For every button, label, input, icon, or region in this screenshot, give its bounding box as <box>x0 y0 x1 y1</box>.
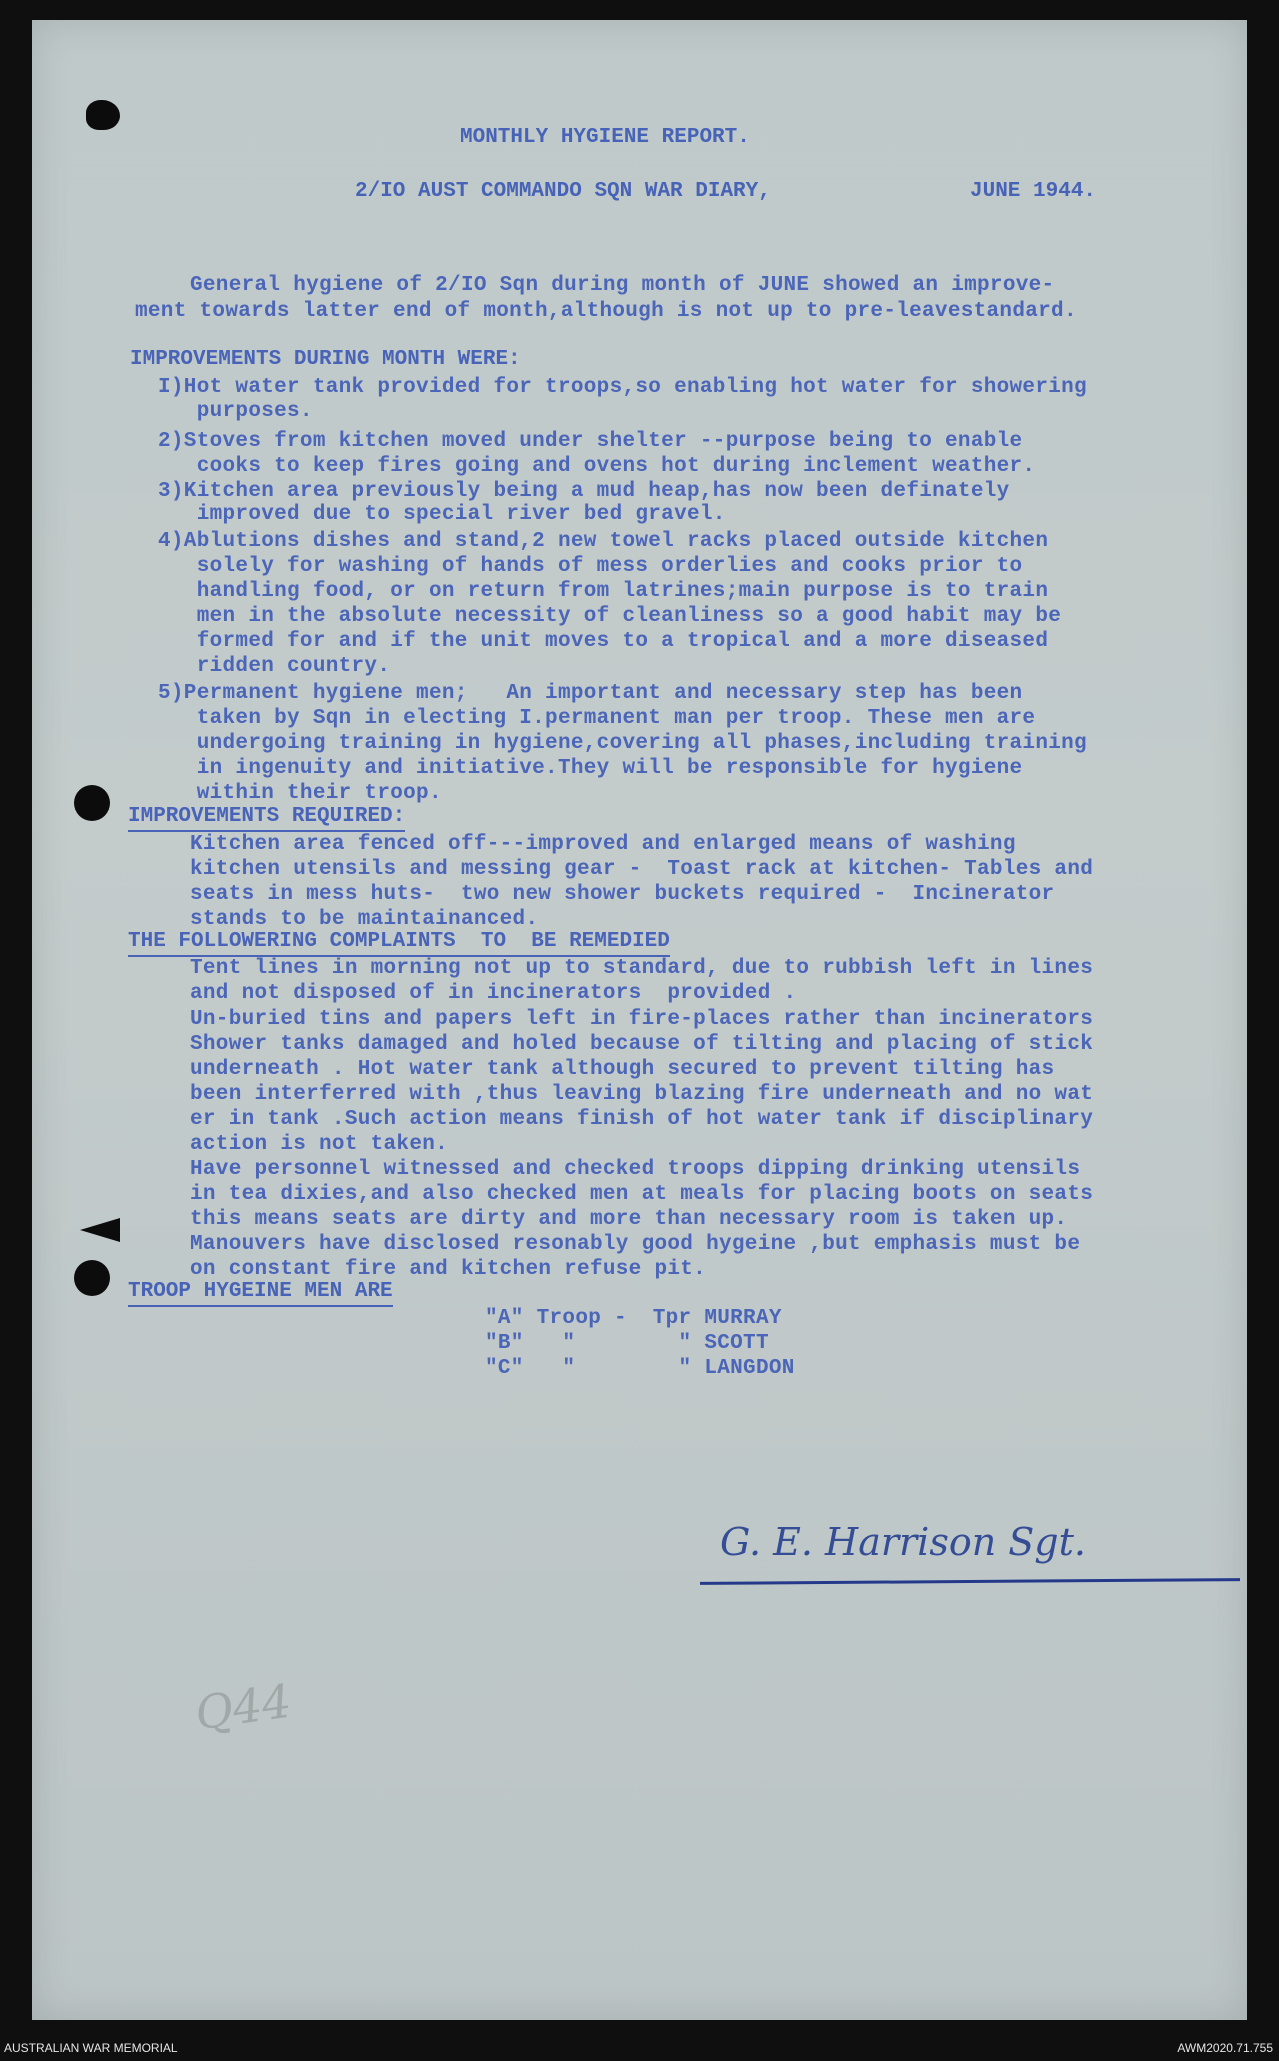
punch-hole-1 <box>74 785 110 821</box>
troop-man-line: "C" " " LANGDON <box>485 1357 795 1380</box>
complaint-line: this means seats are dirty and more than necessary room is taken up. <box>190 1208 1068 1231</box>
improvements-heading: IMPROVEMENTS DURING MONTH WERE: <box>130 348 521 371</box>
complaint-line: Have personnel witnessed and checked troops dipping drinking utensils <box>190 1158 1081 1181</box>
improvement-line: 4)Ablutions dishes and stand,2 new towel racks placed outside kitchen <box>158 530 1049 553</box>
complaint-line: Un-buried tins and papers left in fire-places rather than incinerators <box>190 1008 1094 1031</box>
required-line: Kitchen area fenced off---improved and enlarged means of washing <box>190 833 1016 856</box>
troop-man-line: "A" Troop - Tpr MURRAY <box>485 1307 782 1330</box>
troop-heading: TROOP HYGEINE MEN ARE <box>128 1280 393 1307</box>
complaint-line: Shower tanks damaged and holed because of tilting and placing of stick <box>190 1033 1094 1056</box>
improvement-line: 2)Stoves from kitchen moved under shelter --purpose being to enable <box>158 430 1023 453</box>
improvement-line: I)Hot water tank provided for troops,so enabling hot water for showering <box>158 376 1087 399</box>
intro-line: General hygiene of 2/IO Sqn during month of JUNE showed an improve- <box>190 274 1055 297</box>
signature: G. E. Harrison Sgt. <box>720 1520 1086 1564</box>
improvement-line: improved due to special river bed gravel. <box>158 503 726 526</box>
required-heading: IMPROVEMENTS REQUIRED: <box>128 805 405 832</box>
complaints-heading: THE FOLLOWERING COMPLAINTS TO BE REMEDIED <box>128 930 670 957</box>
punch-hole-top <box>86 100 120 130</box>
improvement-line: men in the absolute necessity of cleanliness so a good habit may be <box>158 605 1062 628</box>
report-subtitle: 2/IO AUST COMMANDO SQN WAR DIARY, <box>355 180 771 203</box>
improvement-line: in ingenuity and initiative.They will be responsible for hygiene <box>158 757 1023 780</box>
improvement-line: formed for and if the unit moves to a tropical and a more diseased <box>158 630 1049 653</box>
required-line: stands to be maintainanced. <box>190 908 539 931</box>
report-date: JUNE 1944. <box>970 180 1097 203</box>
complaint-line: been interferred with ,thus leaving blazing fire underneath and no wat <box>190 1083 1094 1106</box>
complaint-line: underneath . Hot water tank although secured to prevent tilting has <box>190 1058 1055 1081</box>
improvement-line: ridden country. <box>158 655 391 678</box>
footer-accession: AWM2020.71.755 <box>1177 2041 1273 2055</box>
improvement-line: 3)Kitchen area previously being a mud heap,has now been definately <box>158 480 1010 503</box>
intro-line: ment towards latter end of month,although is not up to pre-leavestandard. <box>135 300 1077 323</box>
improvement-line: 5)Permanent hygiene men; An important and necessary step has been <box>158 682 1023 705</box>
complaint-line: Manouvers have disclosed resonably good hygeine ,but emphasis must be <box>190 1233 1081 1256</box>
complaint-line: on constant fire and kitchen refuse pit. <box>190 1258 707 1281</box>
required-line: kitchen utensils and messing gear - Toast rack at kitchen- Tables and <box>190 858 1094 881</box>
complaint-line: and not disposed of in incinerators provided . <box>190 982 797 1005</box>
punch-mark-triangle <box>80 1218 120 1242</box>
required-line: seats in mess huts- two new shower buckets required - Incinerator <box>190 883 1055 906</box>
footer-source: AUSTRALIAN WAR MEMORIAL <box>4 2041 178 2055</box>
complaint-line: action is not taken. <box>190 1133 449 1156</box>
improvement-line: taken by Sqn in electing I.permanent man per troop. These men are <box>158 707 1036 730</box>
improvement-line: solely for washing of hands of mess orderlies and cooks prior to <box>158 555 1023 578</box>
improvement-line: cooks to keep fires going and ovens hot during inclement weather. <box>158 455 1036 478</box>
complaint-line: Tent lines in morning not up to standard, due to rubbish left in lines <box>190 957 1094 980</box>
improvement-line: within their troop. <box>158 782 442 805</box>
troop-man-line: "B" " " SCOTT <box>485 1332 769 1355</box>
complaint-line: er in tank .Such action means finish of hot water tank if disciplinary <box>190 1108 1094 1131</box>
improvement-line: undergoing training in hygiene,covering all phases,including training <box>158 732 1087 755</box>
report-title: MONTHLY HYGIENE REPORT. <box>460 126 750 149</box>
improvement-line: handling food, or on return from latrines;main purpose is to train <box>158 580 1049 603</box>
improvement-line: purposes. <box>158 400 313 423</box>
pencil-annotation: Q44 <box>191 1673 295 1741</box>
punch-hole-2 <box>74 1260 110 1296</box>
complaint-line: in tea dixies,and also checked men at meals for placing boots on seats <box>190 1183 1094 1206</box>
